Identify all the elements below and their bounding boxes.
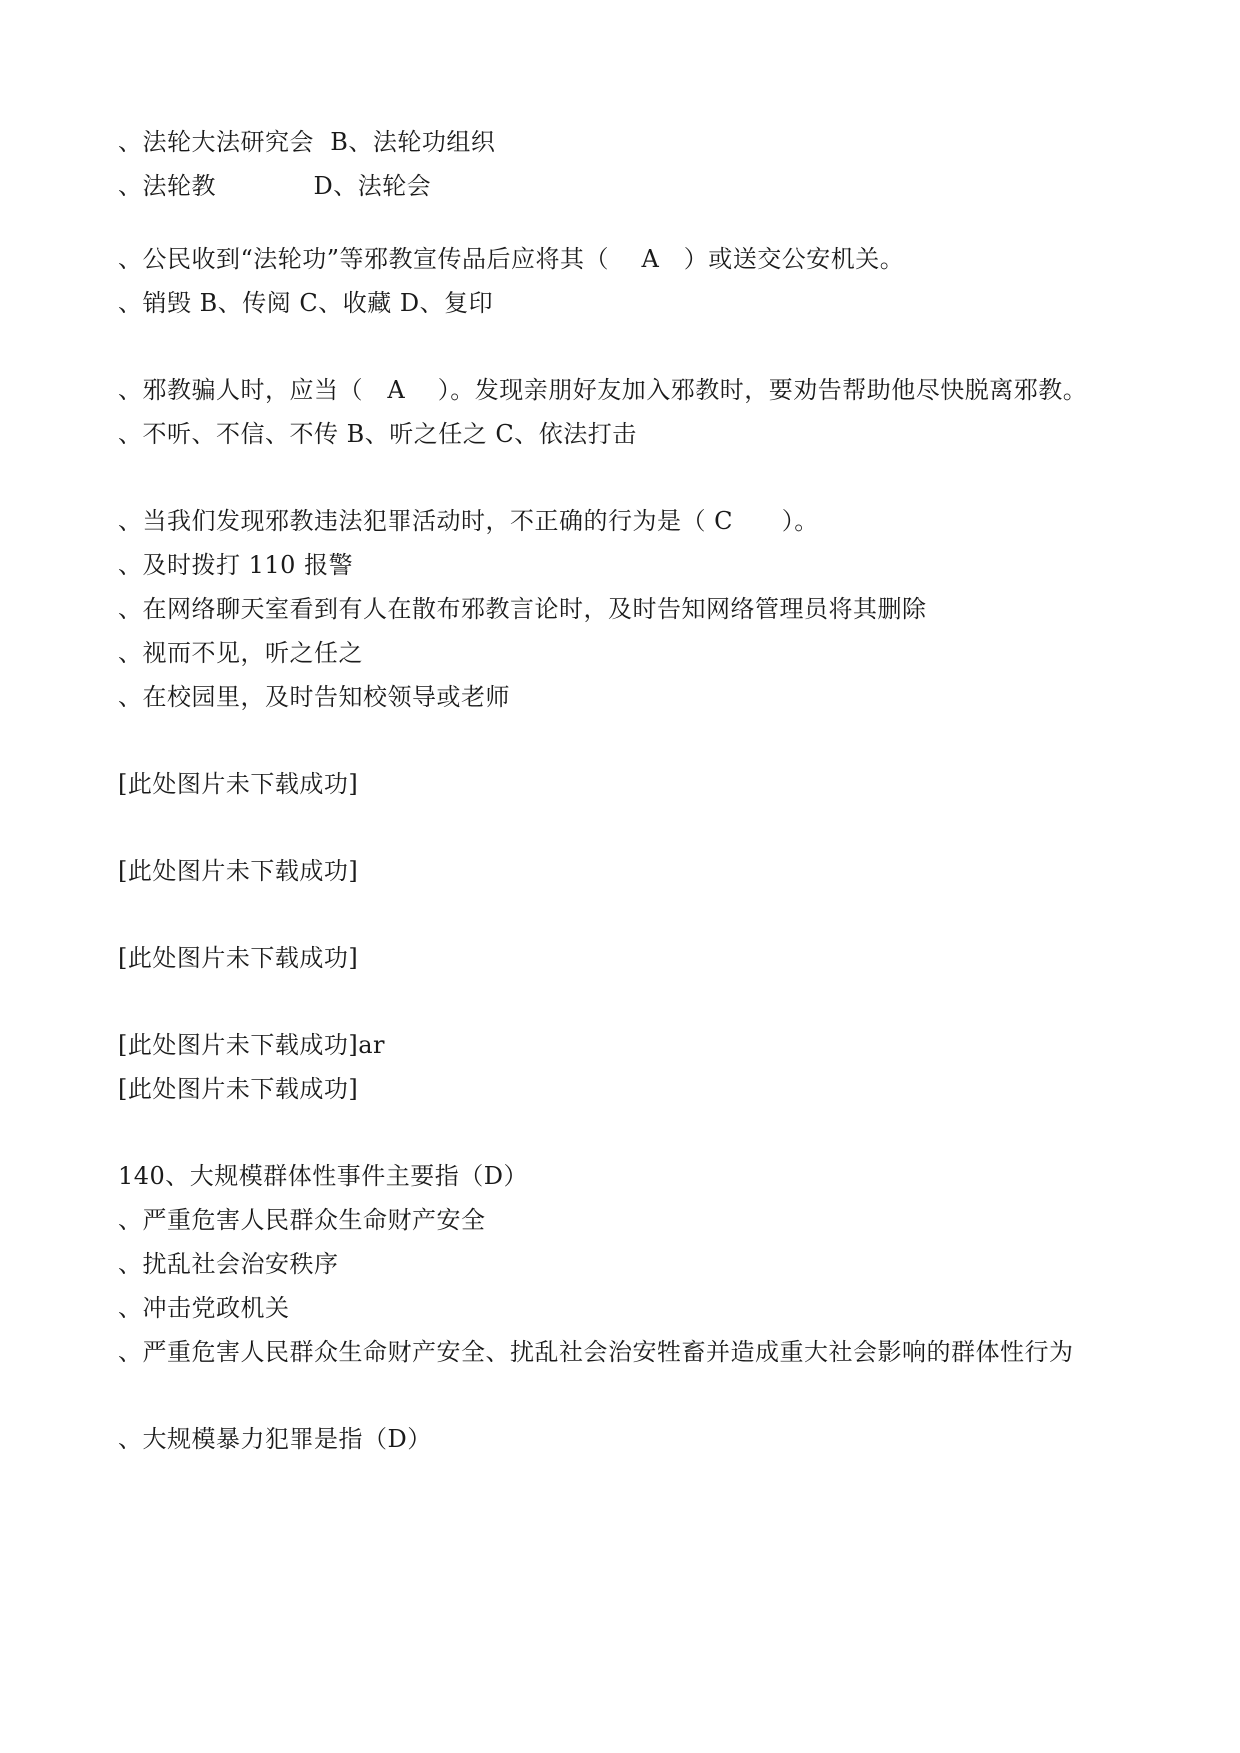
- question-line: 、大规模暴力犯罪是指（D）: [118, 1425, 432, 1453]
- option-line: 、严重危害人民群众生命财产安全: [118, 1206, 486, 1234]
- image-placeholder-text: [此处图片未下载成功]: [118, 944, 359, 972]
- option-line: 、冲击党政机关: [118, 1294, 290, 1322]
- image-placeholder-text: [此处图片未下载成功]ar: [118, 1031, 386, 1059]
- option-line: 、在校园里，及时告知校领导或老师: [118, 683, 510, 711]
- question-line: 、邪教骗人时，应当（ A ）。发现亲朋好友加入邪教时，要劝告帮助他尽快脱离邪教。: [118, 376, 1088, 404]
- option-line-a-b: 、法轮大法研究会 B、法轮功组织: [118, 128, 496, 156]
- option-line: 、不听、不信、不传 B、听之任之 C、依法打击: [118, 420, 637, 448]
- question-line: 、公民收到“法轮功”等邪教宣传品后应将其（ A ）或送交公安机关。: [118, 245, 905, 273]
- option-line: 、及时拨打 110 报警: [118, 551, 354, 579]
- question-line: 、当我们发现邪教违法犯罪活动时，不正确的行为是（ C ）。: [118, 507, 819, 535]
- question-line: 140、大规模群体性事件主要指（D）: [118, 1162, 529, 1190]
- image-placeholder-text: [此处图片未下载成功]: [118, 1075, 359, 1103]
- image-placeholder-text: [此处图片未下载成功]: [118, 857, 359, 885]
- option-line: 、销毁 B、传阅 C、收藏 D、复印: [118, 289, 494, 317]
- option-line: 、视而不见，听之任之: [118, 639, 363, 667]
- option-line: 、在网络聊天室看到有人在散布邪教言论时，及时告知网络管理员将其删除: [118, 595, 927, 623]
- option-line: 、扰乱社会治安秩序: [118, 1250, 339, 1278]
- option-line-c-d: 、法轮教 D、法轮会: [118, 172, 432, 200]
- option-line: 、严重危害人民群众生命财产安全、扰乱社会治安牲畜并造成重大社会影响的群体性行为: [118, 1338, 1074, 1366]
- image-placeholder-text: [此处图片未下载成功]: [118, 770, 359, 798]
